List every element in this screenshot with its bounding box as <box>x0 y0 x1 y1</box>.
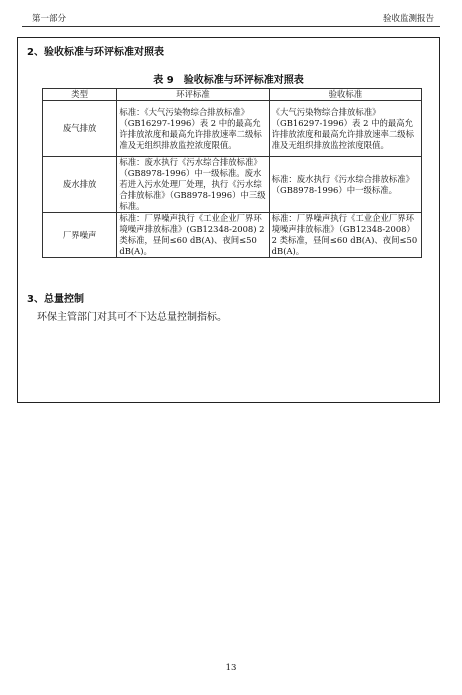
header-acceptance-standard: 验收标准 <box>269 89 421 101</box>
row-acceptance-standard: 《大气污染物综合排放标准》（GB16297-1996）表 2 中的最高允许排放浓度和最高允许排放速率二级标准及无组织排放监控浓度限值。 <box>269 101 421 157</box>
section-3-title: 3、总量控制 <box>27 294 84 305</box>
header-eia-standard: 环评标准 <box>117 89 269 101</box>
header-type: 类型 <box>43 89 117 101</box>
page-header <box>22 10 440 27</box>
content-frame <box>17 37 440 403</box>
table-header-row <box>43 89 422 101</box>
row-type: 废水排放 <box>43 157 117 213</box>
row-acceptance-standard: 标准：废水执行《污水综合排放标准》（GB8978-1996）中一级标准。 <box>269 157 421 213</box>
standards-comparison-table <box>42 88 422 258</box>
row-acceptance-standard: 标准：厂界噪声执行《工业企业厂界环境噪声排放标准》（GB12348-2008）2 类标准，昼间≤60 dB(A)、夜间≤50 dB(A)。 <box>269 213 421 258</box>
row-type: 厂界噪声 <box>43 213 117 258</box>
table-row <box>43 213 422 258</box>
section-3-text: 环保主管部门对其可不下达总量控制指标。 <box>37 312 227 323</box>
page-number: 13 <box>225 663 237 673</box>
section-2-title: 2、验收标准与环评标准对照表 <box>27 47 164 58</box>
header-right-text: 验收监测报告 <box>382 14 434 24</box>
row-eia-standard: 标准：《大气污染物综合排放标准》（GB16297-1996）表 2 中的最高允许排放浓度和最高允许排放速率二级标准及无组织排放监控浓度限值。 <box>117 101 269 157</box>
table-caption: 表 9 验收标准与环评标准对照表 <box>153 75 304 86</box>
table-row <box>43 157 422 213</box>
row-eia-standard: 标准：废水执行《污水综合排放标准》（GB8978-1996）中一级标准。废水若进入污水处理厂处理，执行《污水综合排放标准》（GB8978-1996）中三级标准。 <box>117 157 269 213</box>
row-eia-standard: 标准：厂界噪声执行《工业企业厂界环境噪声排放标准》(GB12348-2008) 2 类标准，昼间≤60 dB(A)、夜间≤50 dB(A)。 <box>117 213 269 258</box>
header-left-text: 第一部分 <box>32 14 67 24</box>
table-row <box>43 101 422 157</box>
row-type: 废气排放 <box>43 101 117 157</box>
